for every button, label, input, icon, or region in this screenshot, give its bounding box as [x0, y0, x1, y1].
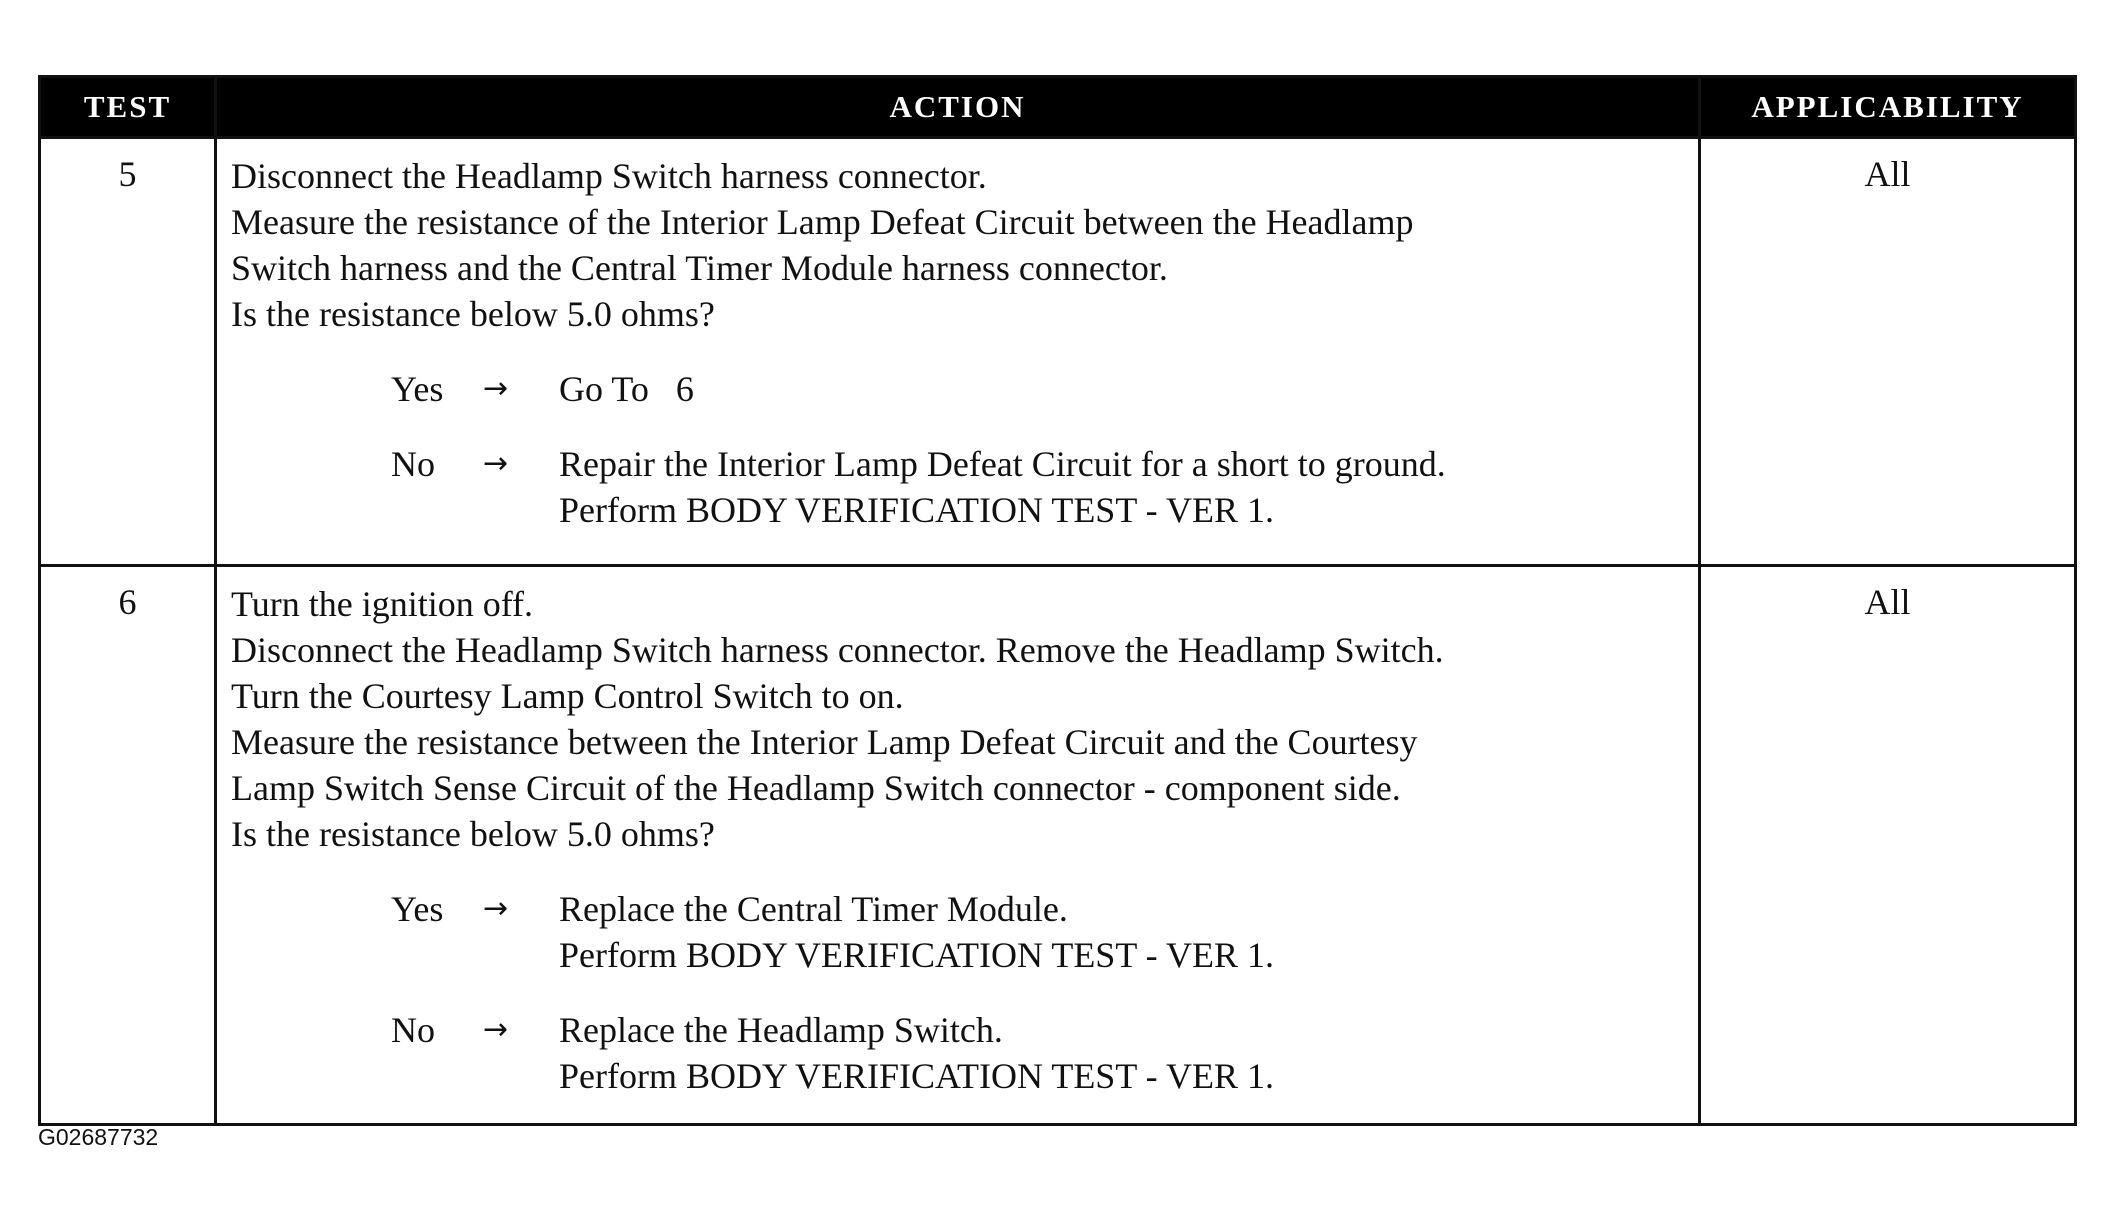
right-arrow-icon: →	[483, 891, 509, 926]
action-step: Switch harness and the Central Timer Module harness connector.	[231, 248, 1168, 288]
result-no-text	[559, 1007, 1688, 1099]
action-cell	[216, 566, 1700, 1125]
table-header-row	[40, 77, 2076, 138]
action-step: Disconnect the Headlamp Switch harness connector.	[231, 156, 987, 196]
result-yes	[391, 366, 1688, 412]
test-number: 5	[40, 138, 216, 566]
header-action: ACTION	[216, 77, 1700, 138]
right-arrow-icon: →	[483, 1012, 509, 1047]
test-number: 6	[40, 566, 216, 1125]
right-arrow-icon: →	[483, 446, 509, 481]
diagnostic-table	[38, 75, 2077, 1126]
action-step: Is the resistance below 5.0 ohms?	[231, 814, 715, 854]
result-line: Perform BODY VERIFICATION TEST - VER 1.	[559, 1056, 1275, 1096]
header-applicability: APPLICABILITY	[1700, 77, 2076, 138]
header-test: TEST	[40, 77, 216, 138]
action-step: Disconnect the Headlamp Switch harness connector. Remove the Headlamp Switch.	[231, 630, 1444, 670]
result-yes-text	[559, 366, 1688, 412]
result-line: Perform BODY VERIFICATION TEST - VER 1.	[559, 935, 1275, 975]
action-step: Turn the Courtesy Lamp Control Switch to on.	[231, 676, 904, 716]
action-step: Lamp Switch Sense Circuit of the Headlamp Switch connector - component side.	[231, 768, 1401, 808]
answer-yes-label: Yes	[391, 889, 444, 929]
diagnostic-table-container	[38, 75, 2074, 1126]
result-no-text	[559, 441, 1688, 533]
right-arrow-icon: →	[483, 371, 509, 406]
result-line: Go To 6	[559, 369, 694, 409]
applicability-cell: All	[1700, 566, 2076, 1125]
action-step: Turn the ignition off.	[231, 584, 534, 624]
result-no	[391, 441, 1688, 533]
result-yes	[391, 886, 1688, 978]
answer-yes-label: Yes	[391, 369, 444, 409]
answer-no-label: No	[391, 444, 435, 484]
result-line: Replace the Headlamp Switch.	[559, 1010, 1003, 1050]
action-step: Is the resistance below 5.0 ohms?	[231, 294, 715, 334]
result-line: Perform BODY VERIFICATION TEST - VER 1.	[559, 490, 1275, 530]
table-row-test-5	[40, 138, 2076, 566]
result-yes-text	[559, 886, 1688, 978]
action-step: Measure the resistance between the Interior Lamp Defeat Circuit and the Courtesy	[231, 722, 1418, 762]
table-row-test-6	[40, 566, 2076, 1125]
answer-no-label: No	[391, 1010, 435, 1050]
result-line: Replace the Central Timer Module.	[559, 889, 1068, 929]
action-cell	[216, 138, 1700, 566]
figure-id: G02687732	[38, 1124, 159, 1150]
action-step: Measure the resistance of the Interior Lamp Defeat Circuit between the Headlamp	[231, 202, 1414, 242]
result-line: Repair the Interior Lamp Defeat Circuit for a short to ground.	[559, 444, 1446, 484]
applicability-cell: All	[1700, 138, 2076, 566]
result-no	[391, 1007, 1688, 1099]
